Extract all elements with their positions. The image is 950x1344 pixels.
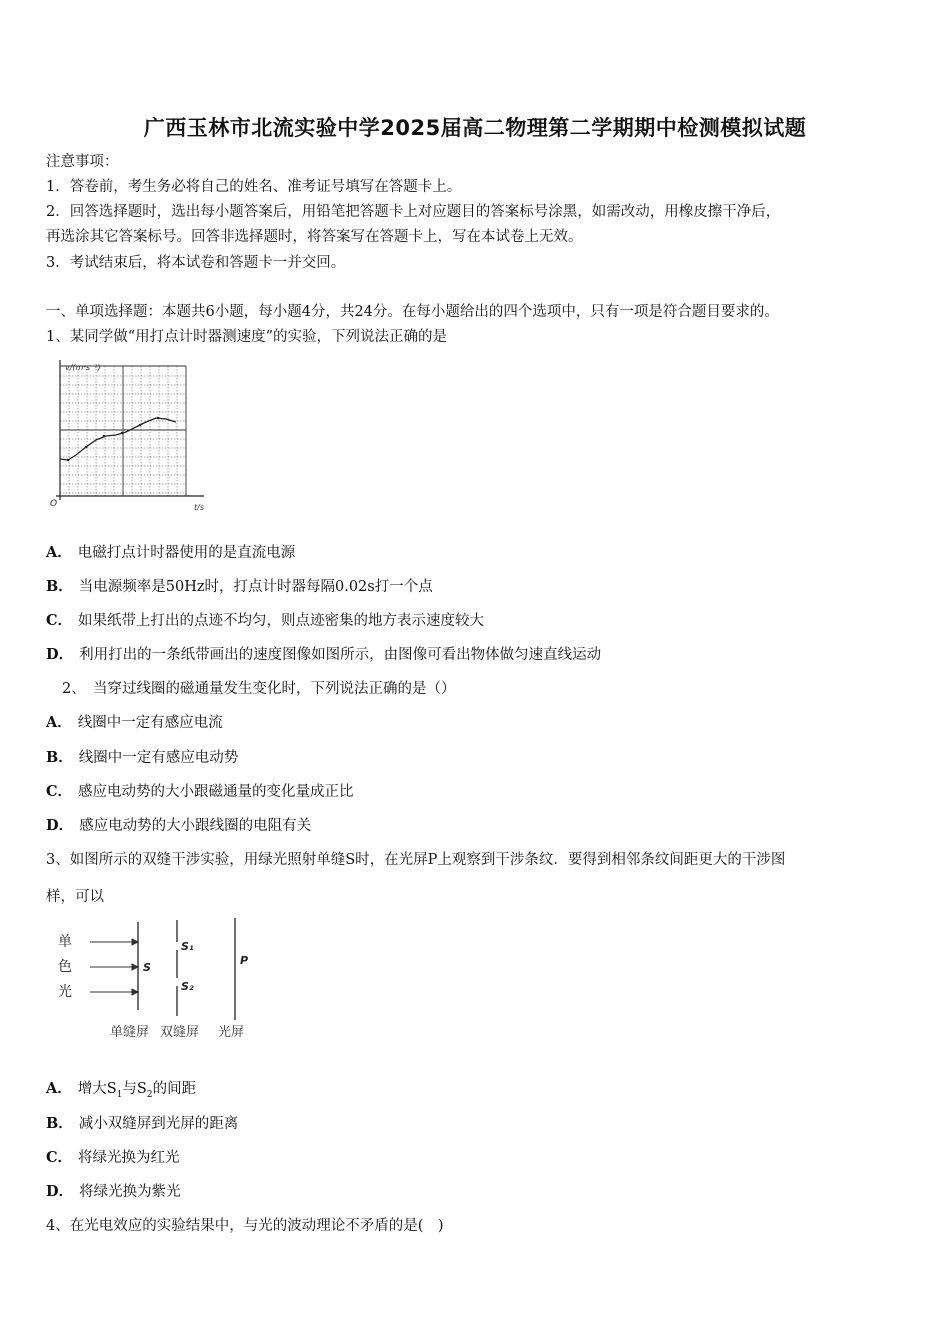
question-3-stem-cont: 样，可以 (46, 889, 104, 905)
notice-item: 2．回答选择题时，选出每小题答案后，用铅笔把答题卡上对应题目的答案标号涂黑，如需改动，用橡皮擦干净后， (46, 204, 781, 220)
q3-option-a: A． 增大$S_1$与$S_2$的间距 (46, 1080, 197, 1100)
q2-option-a: A． 线圈中一定有感应电流 (46, 714, 223, 731)
question-4-stem: 4、在光电效应的实验结果中，与光的波动理论不矛盾的是( ) (46, 1218, 444, 1234)
notice-item: 3．考试结束后，将本试卷和答题卡一并交回。 (46, 255, 346, 271)
q3-option-b: B． 减小双缝屏到光屏的距离 (46, 1115, 239, 1132)
notice-item: 再选涂其它答案标号。回答非选择题时，将答案写在答题卡上，写在本试卷上无效。 (46, 229, 583, 245)
notice-heading: 注意事项： (46, 154, 119, 170)
q2-option-d: D． 感应电动势的大小跟线圈的电阻有关 (46, 817, 312, 834)
graph-frame (60, 366, 186, 496)
slit-s1-label: S₁ (181, 940, 194, 953)
light-arrows (90, 939, 138, 995)
q3-option-d: D． 将绿光换为紫光 (46, 1183, 181, 1200)
velocity-time-graph (46, 356, 216, 516)
double-slit-diagram (50, 916, 260, 1046)
light-label-char: 光 (58, 984, 72, 1000)
q1-option-c: C． 如果纸带上打出的点迹不均匀，则点迹密集的地方表示速度较大 (46, 612, 485, 629)
notice-item: 1．答卷前，考生务必将自己的姓名、准考证号填写在答题卡上。 (46, 179, 462, 195)
q1-option-a: A． 电磁打点计时器使用的是直流电源 (46, 544, 296, 561)
q2-option-c: C． 感应电动势的大小跟磁通量的变化量成正比 (46, 783, 354, 800)
screen-p-label: P (240, 954, 249, 967)
light-label-char: 单 (58, 934, 72, 950)
q2-option-b: B． 线圈中一定有感应电动势 (46, 749, 239, 766)
q3-option-c: C． 将绿光换为红光 (46, 1149, 180, 1166)
section-heading: 一、单项选择题：本题共6小题，每小题4分，共24分。在每小题给出的四个选项中，只有一项是符合题目要求的。 (46, 304, 779, 320)
single-slit-screen-label: 单缝屏 (110, 1025, 150, 1040)
graph-xlabel: t/s (194, 503, 204, 512)
slit-s2-label: S₂ (181, 980, 194, 993)
question-3-stem: 3、如图所示的双缝干涉实验，用绿光照射单缝S时，在光屏P上观察到干涉条纹．要得到相邻条纹间距更大的干涉图 (46, 852, 786, 868)
graph-origin: O (50, 499, 58, 509)
graph-ylabel: v/(m·s⁻¹) (65, 363, 101, 372)
light-screen-label: 光屏 (218, 1025, 245, 1040)
q1-option-d: D． 利用打出的一条纸带画出的速度图像如图所示，由图像可看出物体做匀速直线运动 (46, 646, 602, 663)
double-slit-screen-label: 双缝屏 (160, 1025, 200, 1040)
question-2-stem: 2、 当穿过线圈的磁通量发生变化时，下列说法正确的是（） (62, 681, 456, 697)
slit-s-label: S (143, 961, 151, 974)
q1-option-b: B． 当电源频率是50Hz时，打点计时器每隔0.02s打一个点 (46, 578, 433, 595)
page-title: 广西玉林市北流实验中学2025届高二物理第二学期期中检测模拟试题 (143, 116, 807, 140)
light-label-char: 色 (58, 959, 72, 975)
question-1-stem: 1、某同学做“用打点计时器测速度”的实验，下列说法正确的是 (46, 329, 448, 345)
